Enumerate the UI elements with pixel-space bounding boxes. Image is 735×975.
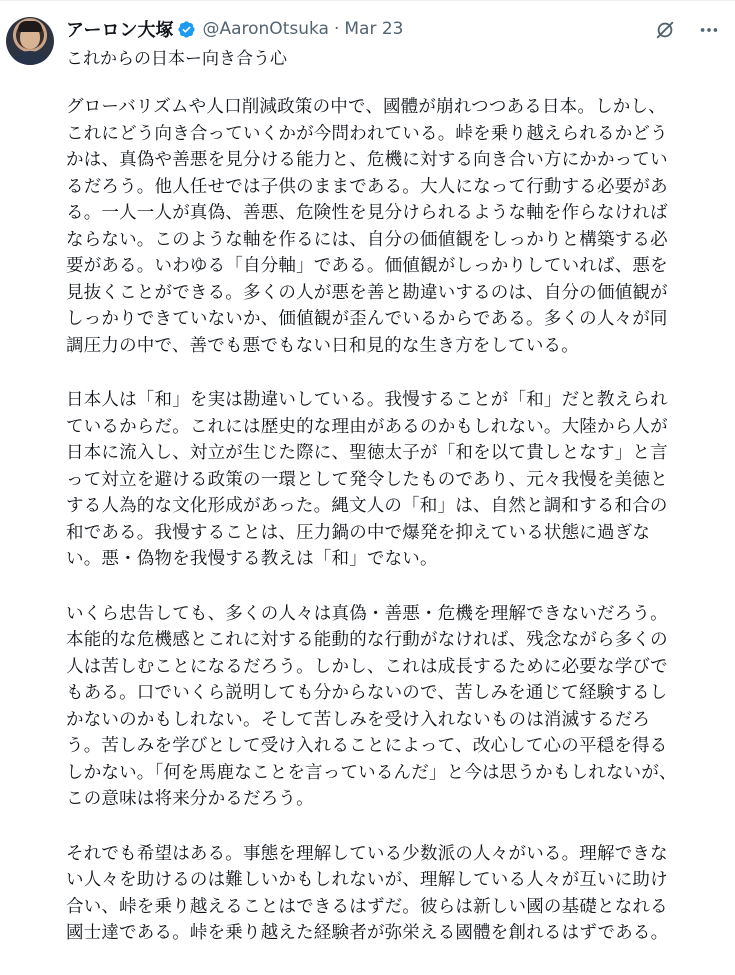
- text-line: 人は苦しむことになるだろう。しかし、これは成長するために必要な学びで: [66, 656, 668, 677]
- text-line: い。悪・偽物を我慢する教えは「和」でない。: [66, 549, 438, 569]
- text-line: する人為的な文化形成があった。縄文人の「和」は、自然と調和する和合の: [66, 496, 668, 516]
- avatar-hair: [18, 21, 42, 32]
- text-line: かないのかもしれない。そして苦しみを受け入れないものは消滅するだろ: [66, 709, 651, 730]
- tweet-paragraph-2: [66, 387, 716, 573]
- more-options-button[interactable]: [697, 18, 721, 42]
- text-line: 要がある。いわゆる「自分軸」である。価値観がしっかりしていれば、悪を: [66, 256, 668, 276]
- text-line: 日本に流入し、対立が生じた際に、聖徳太子が「和を以て貴しとなす」と言: [66, 443, 668, 463]
- text-line: るだろう。他人任せでは子供のままである。大人になって行動する必要があ: [66, 176, 668, 197]
- user-handle[interactable]: @AaronOtsuka: [202, 19, 329, 39]
- separator-dot: ·: [333, 19, 340, 39]
- tweet-header: [66, 17, 673, 41]
- post-actions: [653, 18, 721, 42]
- more-icon: [698, 19, 720, 41]
- text-line: ているからだ。これには歴史的な理由があるのかもしれない。大陸から人が: [66, 416, 668, 437]
- text-line: しかない。「何を馬鹿なことを言っているんだ」と今は思うかもしれないが、: [66, 762, 677, 783]
- post-date[interactable]: Mar 23: [344, 19, 404, 39]
- text-line: 本能的な危機感とこれに対する能動的な行動がなければ、残念ながら多くの: [66, 630, 668, 650]
- text-line: 日本人は「和」を実は勘違いしている。我慢することが「和」だと教えられ: [66, 390, 668, 410]
- text-line: って対立を避ける政策の一環として発令したものであり、元々我慢を美徳と: [66, 469, 668, 490]
- grok-button[interactable]: [653, 18, 677, 42]
- tweet-title: これからの日本ー向き合う心: [66, 49, 287, 69]
- text-line: 見抜くことができる。多くの人が悪を善と勘違いするのは、自分の価値観が: [66, 282, 668, 303]
- text-line: 調圧力の中で、善でも悪でもない日和見的な生き方をしている。: [66, 335, 579, 356]
- text-line: この意味は将来分かるだろう。: [66, 789, 314, 809]
- text-line: いくら忠告しても、多くの人々は真偽・善悪・危機を理解できないだろう。: [66, 603, 668, 624]
- text-line: しっかりできていないか、価値観が歪んでいるからである。多くの人々が同: [66, 309, 668, 329]
- grok-icon: [654, 19, 676, 41]
- display-name[interactable]: アーロン大塚: [66, 20, 174, 41]
- text-line: もある。口でいくら説明しても分からないので、苦しみを通じて経験するし: [66, 683, 668, 703]
- text-line: 和である。我慢することは、圧力鍋の中で爆発を抑えている状態に過ぎな: [66, 522, 651, 543]
- text-line: 合い、峠を乗り越えることはできるはずだ。彼らは新しい國の基礎となれる: [66, 896, 668, 917]
- text-line: う。苦しみを学びとして受け入れることによって、改心して心の平穏を得る: [66, 736, 668, 756]
- text-line: かは、真偽や善悪を見分ける能力と、危機に対する向き合い方にかかってい: [66, 150, 668, 170]
- text-line: 國士達である。峠を乗り越えた経験者が弥栄える國體を創れるはずである。: [66, 923, 669, 943]
- verified-badge-icon: [177, 20, 196, 39]
- text-line: る。一人一人が真偽、善悪、危険性を見分けられるような軸を作らなければ: [66, 203, 668, 223]
- tweet-paragraph-1: [66, 94, 716, 359]
- text-line: グローバリズムや人口削減政策の中で、國體が崩れつつある日本。しかし、: [66, 97, 666, 117]
- tweet-paragraph-3: [66, 601, 716, 813]
- text-line: それでも希望はある。事態を理解している少数派の人々がいる。理解できな: [66, 843, 668, 864]
- tweet-body: [66, 94, 716, 975]
- tweet-paragraph-4: [66, 841, 716, 947]
- text-line: ならない。このような軸を作るには、自分の価値観をしっかりと構築する必: [66, 229, 668, 250]
- avatar-shirt: [9, 51, 51, 65]
- avatar[interactable]: [6, 17, 54, 65]
- text-line: い人々を助けるのは難しいかもしれないが、理解している人々が互いに助け: [66, 870, 668, 890]
- text-line: これにどう向き合っていくかが今問われている。峠を乗り越えられるかどう: [66, 123, 668, 144]
